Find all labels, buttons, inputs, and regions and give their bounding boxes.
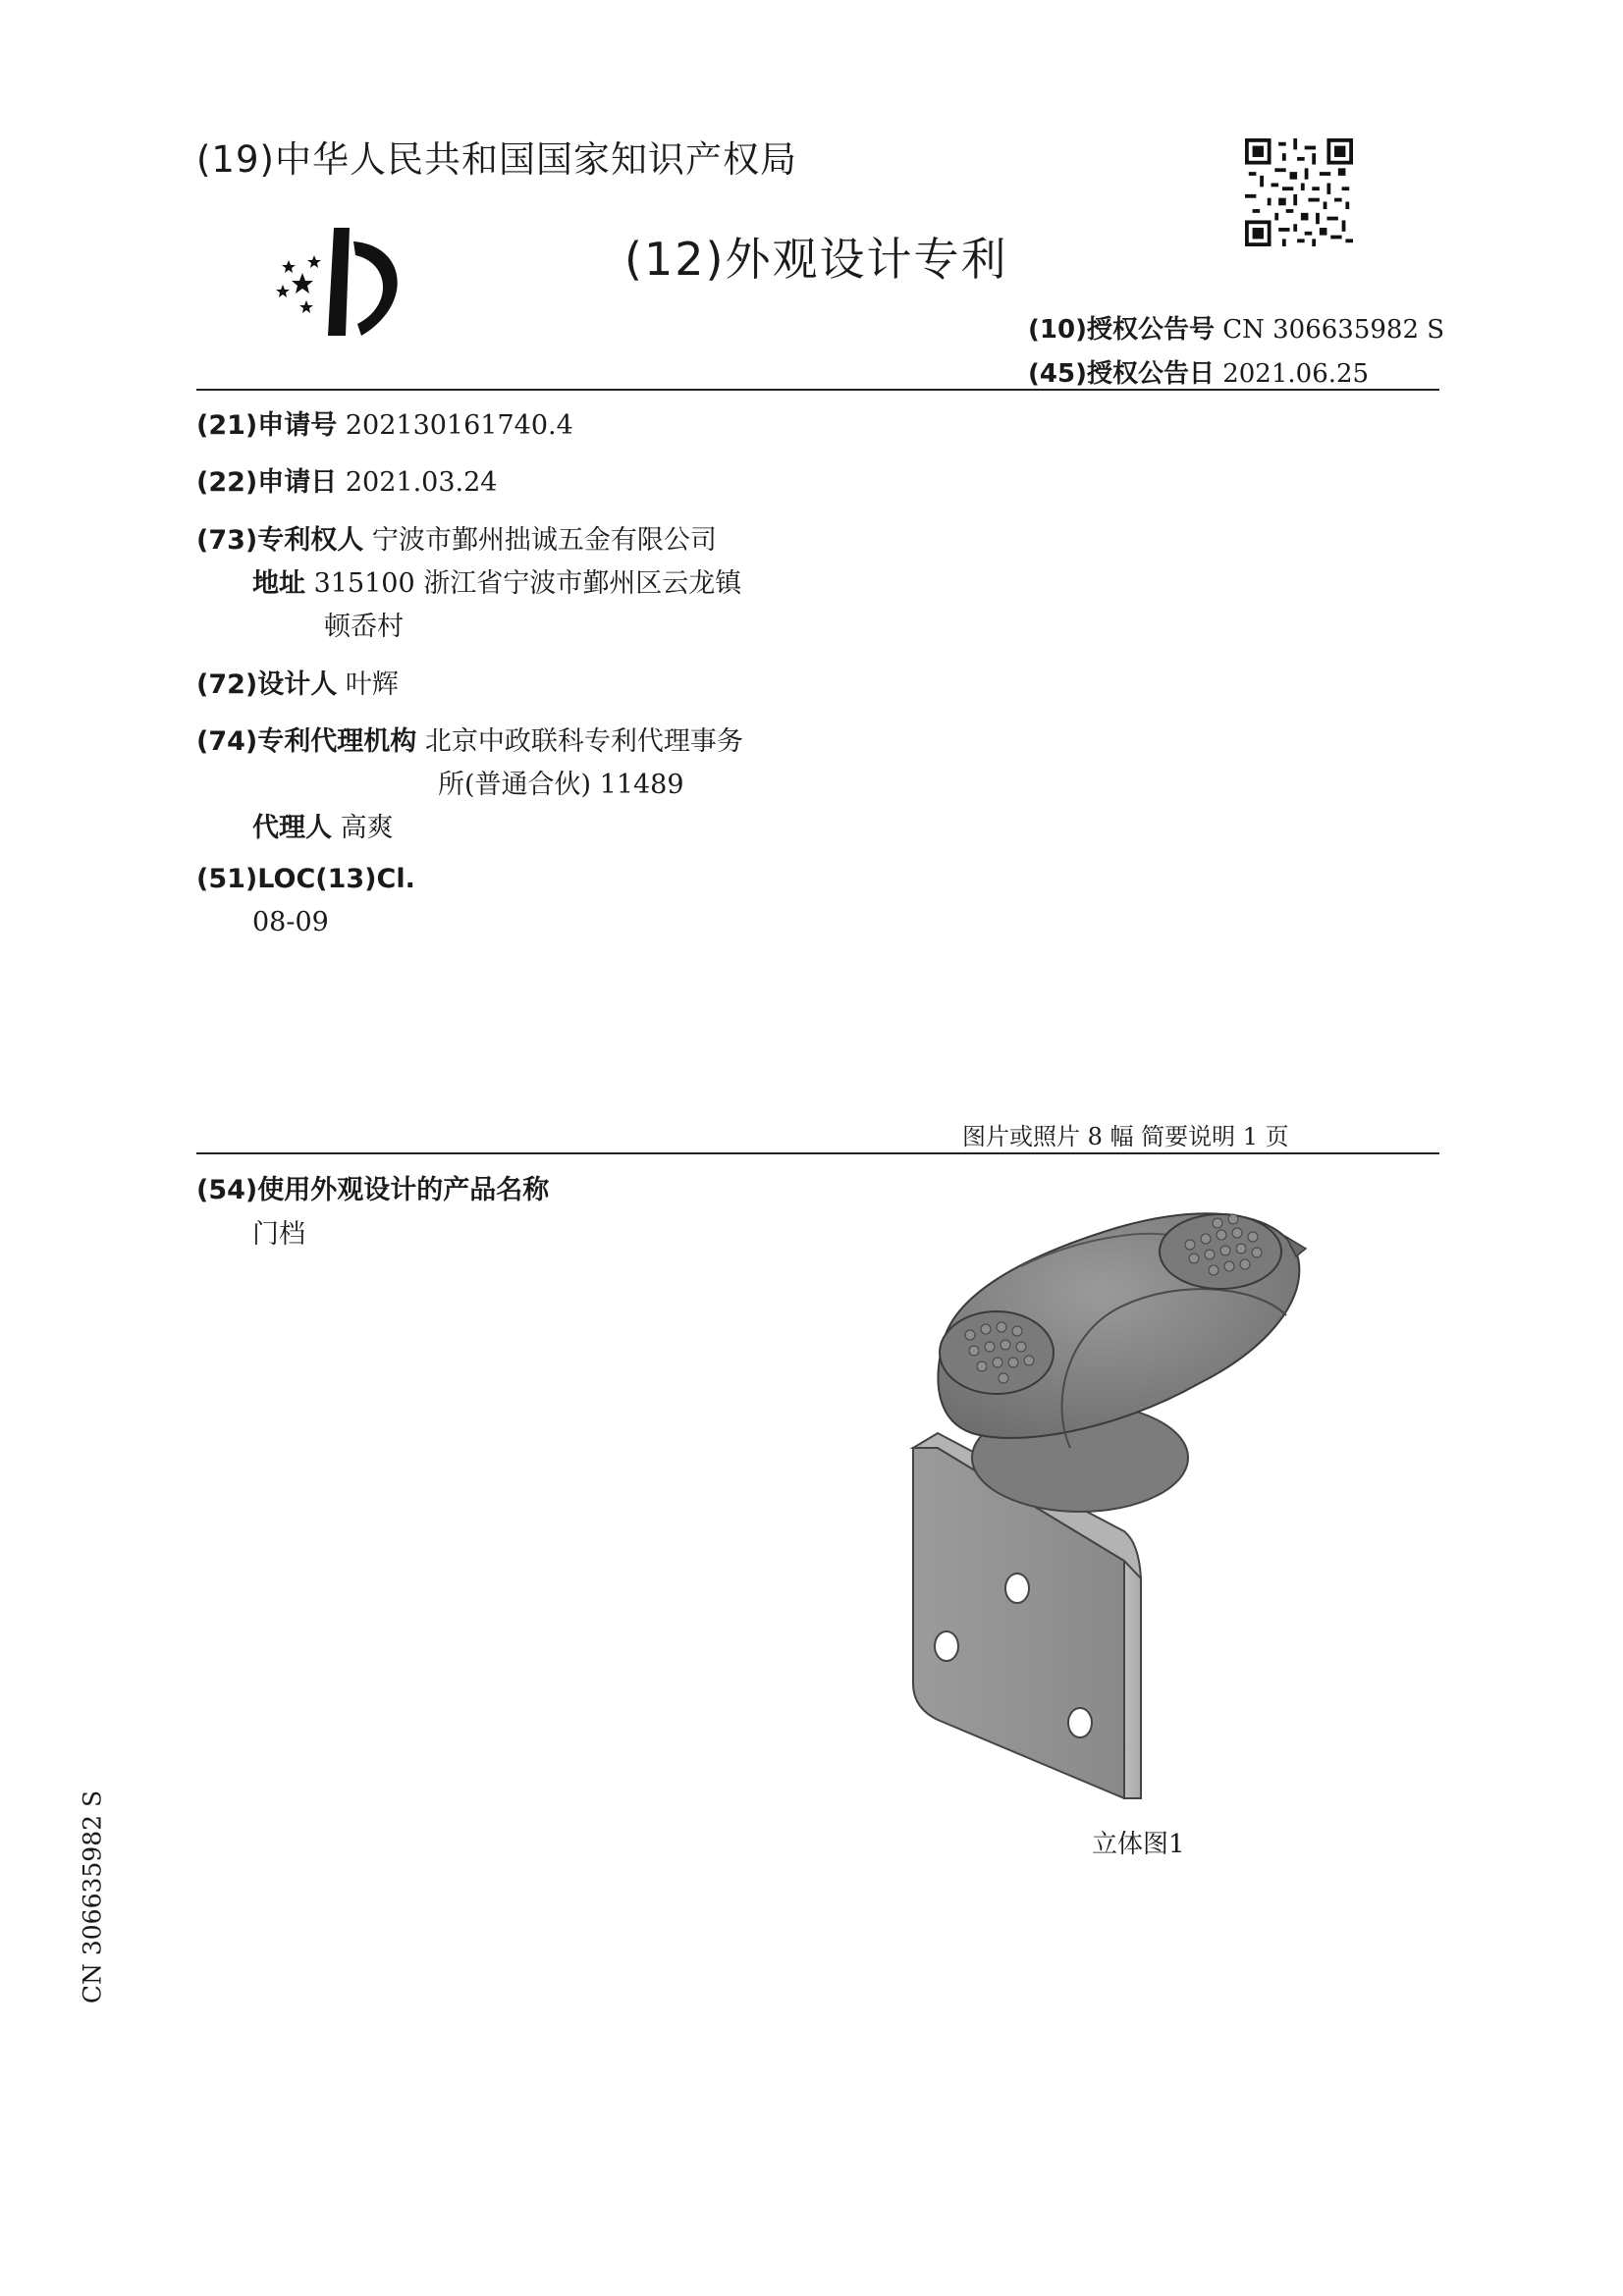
- application-number-value: 202130161740.4: [345, 410, 573, 441]
- designer-label: (72)设计人: [196, 669, 338, 700]
- qr-code: [1245, 138, 1353, 246]
- designer-value: 叶辉: [345, 669, 399, 700]
- agent-label: 代理人: [252, 813, 332, 843]
- side-publication-number: CN 306635982 S: [78, 1789, 107, 2004]
- patentee-label: (73)专利权人: [196, 525, 364, 556]
- loc-label: (51)LOC(13)Cl.: [196, 864, 415, 894]
- application-number-field: [196, 403, 573, 442]
- loc-classification-field: [196, 864, 415, 894]
- filing-date-label: (22)申请日: [196, 467, 338, 498]
- agency-label: (74)专利代理机构: [196, 726, 417, 757]
- designer-field: [196, 663, 399, 701]
- filing-date-value: 2021.03.24: [345, 467, 498, 498]
- document-type: [624, 224, 1007, 289]
- address-line-2-row: [324, 605, 404, 643]
- address-label: 地址: [252, 568, 305, 599]
- figure-caption: 立体图1: [1092, 1830, 1185, 1859]
- publication-number-value: CN 306635982 S: [1222, 315, 1445, 345]
- address-field: [252, 561, 741, 600]
- agency-line-1: 北京中政联科专利代理事务: [424, 726, 743, 757]
- office-code: (19): [196, 138, 275, 181]
- address-line-1: 315100 浙江省宁波市鄞州区云龙镇: [313, 568, 742, 599]
- product-name-row: [252, 1212, 305, 1251]
- pages-info: 图片或照片 8 幅 简要说明 1 页: [962, 1123, 1289, 1150]
- filing-date-field: [196, 460, 497, 499]
- patentee-value: 宁波市鄞州拙诚五金有限公司: [371, 525, 717, 556]
- address-line-2: 顿岙村: [324, 612, 404, 642]
- loc-value-row: [252, 907, 329, 937]
- body-divider: [196, 1152, 1439, 1154]
- publication-date: [1028, 353, 1369, 390]
- application-number-label: (21)申请号: [196, 410, 338, 441]
- product-title-label: (54)使用外观设计的产品名称: [196, 1175, 550, 1205]
- agent-value: 高爽: [340, 813, 394, 843]
- agency-line-2-row: [438, 763, 684, 801]
- agency-field: [196, 720, 743, 758]
- publication-number-label: (10)授权公告号: [1028, 315, 1215, 345]
- doc-type-title: 外观设计专利: [725, 233, 1008, 286]
- doc-type-code: (12): [624, 233, 726, 286]
- header-divider: [196, 389, 1439, 391]
- loc-value: 08-09: [252, 907, 329, 937]
- publication-date-value: 2021.06.25: [1222, 359, 1370, 389]
- product-name: 门档: [252, 1219, 305, 1250]
- publication-number: [1028, 309, 1444, 346]
- agency-line-2: 所(普通合伙) 11489: [438, 770, 684, 800]
- door-stopper-figure: [884, 1198, 1394, 1806]
- patentee-field: [196, 518, 717, 557]
- product-title-field: [196, 1168, 549, 1206]
- office-header: [196, 130, 797, 183]
- office-name: 中华人民共和国国家知识产权局: [274, 138, 797, 181]
- cnipa-logo: [267, 226, 424, 353]
- agent-field: [252, 806, 394, 844]
- publication-date-label: (45)授权公告日: [1028, 359, 1215, 389]
